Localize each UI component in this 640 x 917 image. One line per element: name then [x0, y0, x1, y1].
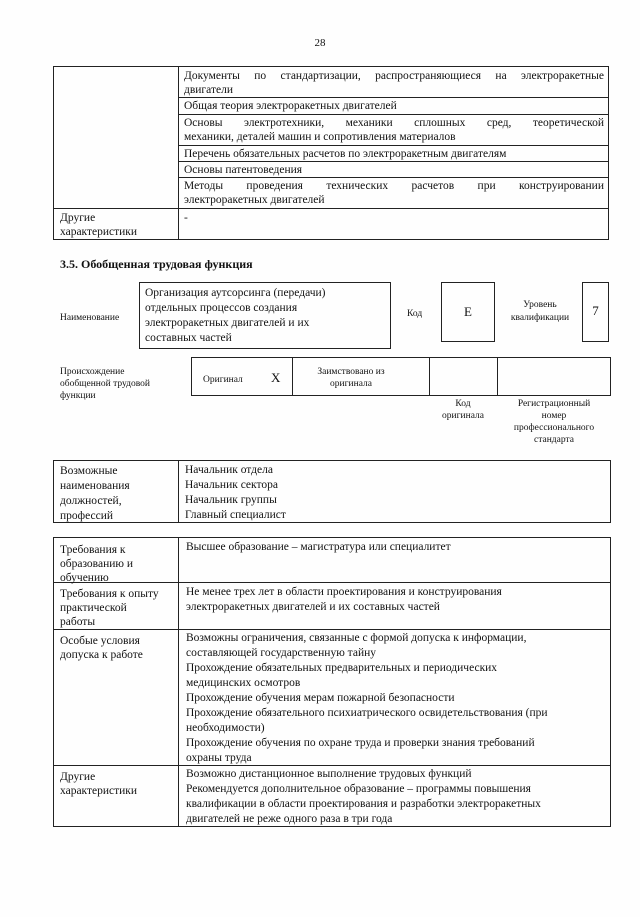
other-label: характеристики	[60, 226, 138, 238]
code-value: E	[464, 304, 472, 319]
condition-line: Прохождение обязательного психиатрического освидетельствования (при	[186, 707, 548, 719]
position-item: Начальник группы	[185, 494, 277, 506]
name-line: составных частей	[145, 332, 232, 344]
origin-label: функции	[60, 391, 96, 401]
conditions-label: Особые условия	[60, 635, 140, 647]
education-label: образованию и	[60, 558, 133, 570]
condition-line: Прохождение обучения по охране труда и проверки знания требований	[186, 737, 535, 749]
column-divider	[178, 537, 179, 827]
origin-divider	[497, 357, 498, 396]
borrowed-label: Заимствовано из	[317, 367, 385, 377]
name-label: Наименование	[60, 313, 120, 323]
table-border	[53, 460, 611, 523]
knowledge-item: двигатели	[184, 84, 233, 96]
column-divider	[178, 460, 179, 523]
reg-caption: номер	[541, 411, 567, 421]
name-line: электроракетных двигателей и их	[145, 317, 310, 329]
knowledge-item: Методы проведения технических расчетов при конструировании	[184, 180, 604, 192]
reg-caption: стандарта	[534, 435, 574, 445]
other-line: Рекомендуется дополнительное образование – программы повышения	[186, 783, 531, 795]
experience-label: практической	[60, 602, 127, 614]
knowledge-item: механики, деталей машин и сопротивления материалов	[184, 131, 456, 143]
origin-divider	[292, 357, 293, 396]
origin-label: обобщенной трудовой	[60, 379, 150, 389]
other-line: квалификации в области проектирования и разработки электроракетных	[186, 798, 541, 810]
level-label: Уровень	[523, 300, 557, 310]
education-label: Требования к	[60, 544, 126, 556]
other-characteristics-label: Другие	[60, 771, 96, 783]
row-divider	[53, 629, 611, 630]
condition-line: Прохождение обязательных предварительных и периодических	[186, 662, 498, 674]
other-line: Возможно дистанционное выполнение трудовых функций	[186, 768, 472, 780]
knowledge-item: Документы по стандартизации, распространяющиеся на электроракетные	[184, 70, 604, 82]
row-divider	[53, 582, 611, 583]
other-label: Другие	[60, 212, 96, 224]
row-divider	[178, 177, 609, 178]
positions-label: Возможные	[60, 465, 118, 477]
condition-line: составляющей государственную тайну	[186, 647, 377, 659]
row-divider	[53, 765, 611, 766]
experience-label: работы	[60, 616, 96, 628]
knowledge-item: Основы патентоведения	[184, 164, 303, 176]
other-value: -	[184, 212, 188, 224]
reg-caption: Регистрационный	[517, 399, 591, 409]
conditions-label: допуска к работе	[60, 649, 143, 661]
row-divider	[178, 161, 609, 162]
name-line: отдельных процессов создания	[145, 302, 298, 314]
row-divider	[53, 208, 609, 209]
condition-line: Возможны ограничения, связанные с формой допуска к информации,	[186, 632, 527, 644]
code-label: Код	[407, 309, 423, 319]
position-item: Начальник отдела	[185, 464, 273, 476]
name-line: Организация аутсорсинга (передачи)	[145, 287, 326, 299]
position-item: Начальник сектора	[185, 479, 278, 491]
positions-label: должностей,	[60, 495, 122, 507]
row-divider	[178, 145, 609, 146]
knowledge-item: Основы электротехники, механики сплошных сред, теоретической	[184, 117, 604, 129]
education-label: обучению	[60, 572, 109, 584]
original-label: Оригинал	[203, 375, 243, 385]
experience-value: электроракетных двигателей и их составных частей	[186, 601, 440, 613]
reg-caption: профессионального	[513, 423, 595, 433]
knowledge-item: электроракетных двигателей	[184, 194, 325, 206]
experience-label: Требования к опыту	[60, 588, 159, 600]
condition-line: необходимости)	[186, 722, 265, 734]
origin-divider	[429, 357, 430, 396]
section-title: 3.5. Обобщенная трудовая функция	[60, 257, 253, 271]
code-caption: оригинала	[442, 411, 484, 421]
experience-value: Не менее трех лет в области проектирования и конструирования	[186, 586, 502, 598]
knowledge-item: Общая теория электроракетных двигателей	[184, 100, 397, 112]
row-divider	[178, 97, 609, 98]
positions-label: профессий	[60, 510, 114, 522]
condition-line: охраны труда	[186, 752, 252, 764]
original-mark: X	[271, 370, 281, 385]
borrowed-label: оригинала	[330, 379, 372, 389]
position-item: Главный специалист	[185, 509, 286, 521]
knowledge-item: Перечень обязательных расчетов по электроракетным двигателям	[184, 148, 507, 160]
level-value: 7	[592, 303, 599, 318]
other-line: двигателей не реже одного раза в три года	[186, 813, 393, 825]
condition-line: медицинских осмотров	[186, 677, 301, 689]
page-number: 28	[314, 37, 326, 49]
origin-label: Происхождение	[60, 367, 125, 377]
positions-label: наименования	[60, 480, 130, 492]
condition-line: Прохождение обучения мерам пожарной безопасности	[186, 692, 455, 704]
education-value: Высшее образование – магистратура или специалитет	[186, 541, 451, 553]
column-divider	[178, 66, 179, 240]
row-divider	[178, 114, 609, 115]
other-characteristics-label: характеристики	[60, 785, 138, 797]
level-label: квалификации	[510, 313, 570, 323]
code-caption: Код	[455, 399, 471, 409]
